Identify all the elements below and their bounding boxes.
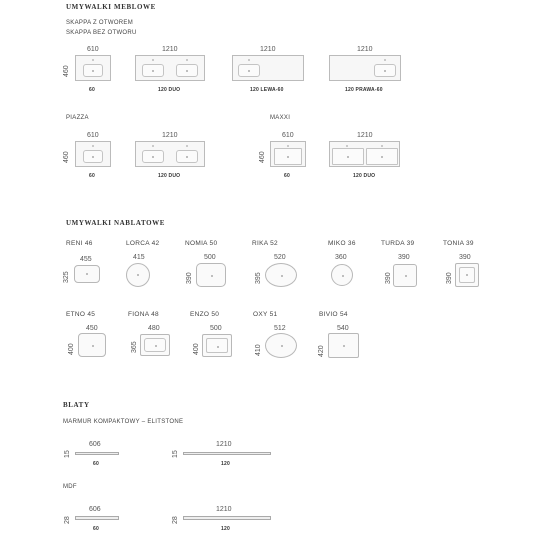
bowl-fiona bbox=[140, 334, 170, 356]
drain bbox=[137, 274, 139, 276]
dim-height: 420 bbox=[318, 345, 325, 357]
dim-height: 390 bbox=[446, 272, 453, 284]
bowl-turda bbox=[393, 264, 417, 287]
basin bbox=[83, 150, 103, 163]
dim-height-15: 15 bbox=[172, 450, 179, 458]
tap-hole bbox=[92, 59, 94, 61]
caption-120-duo: 120 DUO bbox=[353, 173, 376, 179]
drain bbox=[217, 346, 219, 348]
countertop-mdf-60 bbox=[75, 516, 119, 520]
dim-width-610: 610 bbox=[87, 46, 99, 53]
caption-60: 60 bbox=[93, 461, 99, 467]
caption-60: 60 bbox=[284, 173, 290, 179]
dim-height-460: 460 bbox=[259, 151, 266, 163]
section-heading-blaty: BLATY bbox=[63, 401, 90, 409]
caption-60: 60 bbox=[89, 173, 95, 179]
bowl-nomia bbox=[196, 263, 226, 287]
drain bbox=[155, 345, 157, 347]
dim-width: 512 bbox=[274, 325, 286, 332]
basin-left bbox=[332, 148, 364, 165]
basin-left bbox=[142, 64, 164, 77]
dim-height: 325 bbox=[63, 271, 70, 283]
drain bbox=[86, 273, 88, 275]
dim-width: 390 bbox=[398, 254, 410, 261]
dim-height-460: 460 bbox=[63, 151, 70, 163]
bowl-name: MIKO 36 bbox=[328, 240, 356, 247]
basin bbox=[374, 64, 396, 77]
dim-width: 415 bbox=[133, 254, 145, 261]
tap-hole bbox=[381, 145, 383, 147]
bowl-name: LORCA 42 bbox=[126, 240, 160, 247]
sink-piazza-120-duo bbox=[135, 141, 205, 167]
bowl-enzo bbox=[202, 334, 232, 357]
bowl-name: ETNO 45 bbox=[66, 311, 96, 318]
basin-right bbox=[176, 150, 198, 163]
dim-width-1210: 1210 bbox=[357, 132, 373, 139]
bowl-bivio bbox=[328, 333, 359, 358]
dim-width: 480 bbox=[148, 325, 160, 332]
dim-height: 390 bbox=[385, 272, 392, 284]
drain bbox=[343, 345, 345, 347]
bowl-name: TURDA 39 bbox=[381, 240, 415, 247]
caption-120: 120 bbox=[221, 461, 230, 467]
bowl-name: ENZO 50 bbox=[190, 311, 220, 318]
drain bbox=[92, 70, 94, 72]
bowl-name: RENI 46 bbox=[66, 240, 93, 247]
subtitle-skappa-bez-otworu: SKAPPA BEZ OTWORU bbox=[66, 30, 137, 36]
dim-height-28: 28 bbox=[64, 516, 71, 524]
drain bbox=[287, 156, 289, 158]
drain bbox=[384, 70, 386, 72]
drain bbox=[466, 274, 468, 276]
dim-width-610: 610 bbox=[87, 132, 99, 139]
sink-piazza-60 bbox=[75, 141, 111, 167]
tap-hole bbox=[186, 145, 188, 147]
tap-hole bbox=[152, 59, 154, 61]
bowl-name: BIVIO 54 bbox=[319, 311, 348, 318]
bowl-etno bbox=[78, 333, 106, 357]
drain bbox=[381, 156, 383, 158]
drain bbox=[92, 345, 94, 347]
bowl-oxy bbox=[265, 333, 297, 358]
dim-width-1210: 1210 bbox=[216, 441, 232, 448]
tap-hole bbox=[248, 59, 250, 61]
basin bbox=[459, 267, 475, 283]
dim-width-1210: 1210 bbox=[357, 46, 373, 53]
drain bbox=[92, 156, 94, 158]
sink-skappa-120-duo bbox=[135, 55, 205, 81]
subtitle-mdf: MDF bbox=[63, 484, 77, 490]
dim-width: 450 bbox=[86, 325, 98, 332]
caption-120-duo: 120 DUO bbox=[158, 87, 181, 93]
dim-width-1210: 1210 bbox=[162, 132, 178, 139]
tap-hole bbox=[346, 145, 348, 147]
bowl-name: OXY 51 bbox=[253, 311, 278, 318]
basin bbox=[144, 338, 166, 352]
dim-width: 455 bbox=[80, 256, 92, 263]
caption-60: 60 bbox=[93, 526, 99, 532]
caption-120-duo: 120 DUO bbox=[158, 173, 181, 179]
bowl-name: NOMIA 50 bbox=[185, 240, 218, 247]
bowl-name: TONIA 39 bbox=[443, 240, 474, 247]
drain bbox=[405, 275, 407, 277]
basin bbox=[274, 148, 302, 165]
sink-skappa-120-prawa bbox=[329, 55, 401, 81]
basin-left bbox=[142, 150, 164, 163]
dim-height: 365 bbox=[131, 341, 138, 353]
basin-right bbox=[176, 64, 198, 77]
bowl-rika bbox=[265, 263, 297, 287]
subtitle-marmur: MARMUR KOMPAKTOWY – ELITSTONE bbox=[63, 419, 184, 425]
bowl-miko bbox=[331, 264, 353, 286]
drain bbox=[281, 345, 283, 347]
countertop-marmur-60 bbox=[75, 452, 119, 455]
drain bbox=[347, 156, 349, 158]
bowl-lorca bbox=[126, 263, 150, 287]
sink-maxxi-60 bbox=[270, 141, 306, 167]
dim-width-1210: 1210 bbox=[162, 46, 178, 53]
dim-width-1210: 1210 bbox=[216, 506, 232, 513]
drain bbox=[211, 275, 213, 277]
tap-hole bbox=[186, 59, 188, 61]
dim-width-610: 610 bbox=[282, 132, 294, 139]
sink-maxxi-120-duo bbox=[329, 141, 400, 167]
dim-width: 390 bbox=[459, 254, 471, 261]
subtitle-skappa-z-otworem: SKAPPA Z OTWOREM bbox=[66, 20, 134, 26]
dim-height: 400 bbox=[193, 343, 200, 355]
dim-width: 500 bbox=[210, 325, 222, 332]
drain bbox=[342, 275, 344, 277]
basin bbox=[206, 338, 228, 353]
drain bbox=[152, 70, 154, 72]
caption-120-prawa: 120 PRAWA-60 bbox=[345, 87, 383, 93]
drain bbox=[281, 275, 283, 277]
dim-height: 395 bbox=[255, 272, 262, 284]
sink-skappa-60 bbox=[75, 55, 111, 81]
dim-height: 390 bbox=[186, 272, 193, 284]
caption-120: 120 bbox=[221, 526, 230, 532]
drain bbox=[186, 156, 188, 158]
countertop-marmur-120 bbox=[183, 452, 271, 455]
tap-hole bbox=[384, 59, 386, 61]
tap-hole bbox=[92, 145, 94, 147]
dim-width-606: 606 bbox=[89, 441, 101, 448]
dim-height-460: 460 bbox=[63, 65, 70, 77]
dim-width-606: 606 bbox=[89, 506, 101, 513]
basin bbox=[238, 64, 260, 77]
subtitle-piazza: PIAZZA bbox=[66, 115, 89, 121]
section-heading-nablatowe: UMYWALKI NABLATOWE bbox=[66, 219, 166, 227]
bowl-name: FIONA 48 bbox=[128, 311, 159, 318]
section-heading-meblowe: UMYWALKI MEBLOWE bbox=[66, 3, 156, 11]
dim-width: 500 bbox=[204, 254, 216, 261]
drain bbox=[186, 70, 188, 72]
dim-width: 520 bbox=[274, 254, 286, 261]
tap-hole bbox=[152, 145, 154, 147]
caption-120-lewa: 120 LEWA-60 bbox=[250, 87, 284, 93]
tap-hole bbox=[287, 145, 289, 147]
dim-width: 540 bbox=[337, 325, 349, 332]
dim-height-28: 28 bbox=[172, 516, 179, 524]
dim-width-1210: 1210 bbox=[260, 46, 276, 53]
drain bbox=[152, 156, 154, 158]
bowl-tonia bbox=[455, 263, 479, 287]
sink-skappa-120-lewa bbox=[232, 55, 304, 81]
drain bbox=[248, 70, 250, 72]
basin-right bbox=[366, 148, 398, 165]
dim-height-15: 15 bbox=[64, 450, 71, 458]
caption-60: 60 bbox=[89, 87, 95, 93]
bowl-reni bbox=[74, 265, 100, 283]
dim-height: 410 bbox=[255, 344, 262, 356]
dim-width: 360 bbox=[335, 254, 347, 261]
subtitle-maxxi: MAXXI bbox=[270, 115, 291, 121]
countertop-mdf-120 bbox=[183, 516, 271, 520]
basin bbox=[83, 64, 103, 77]
dim-height: 400 bbox=[68, 343, 75, 355]
bowl-name: RIKA 52 bbox=[252, 240, 278, 247]
